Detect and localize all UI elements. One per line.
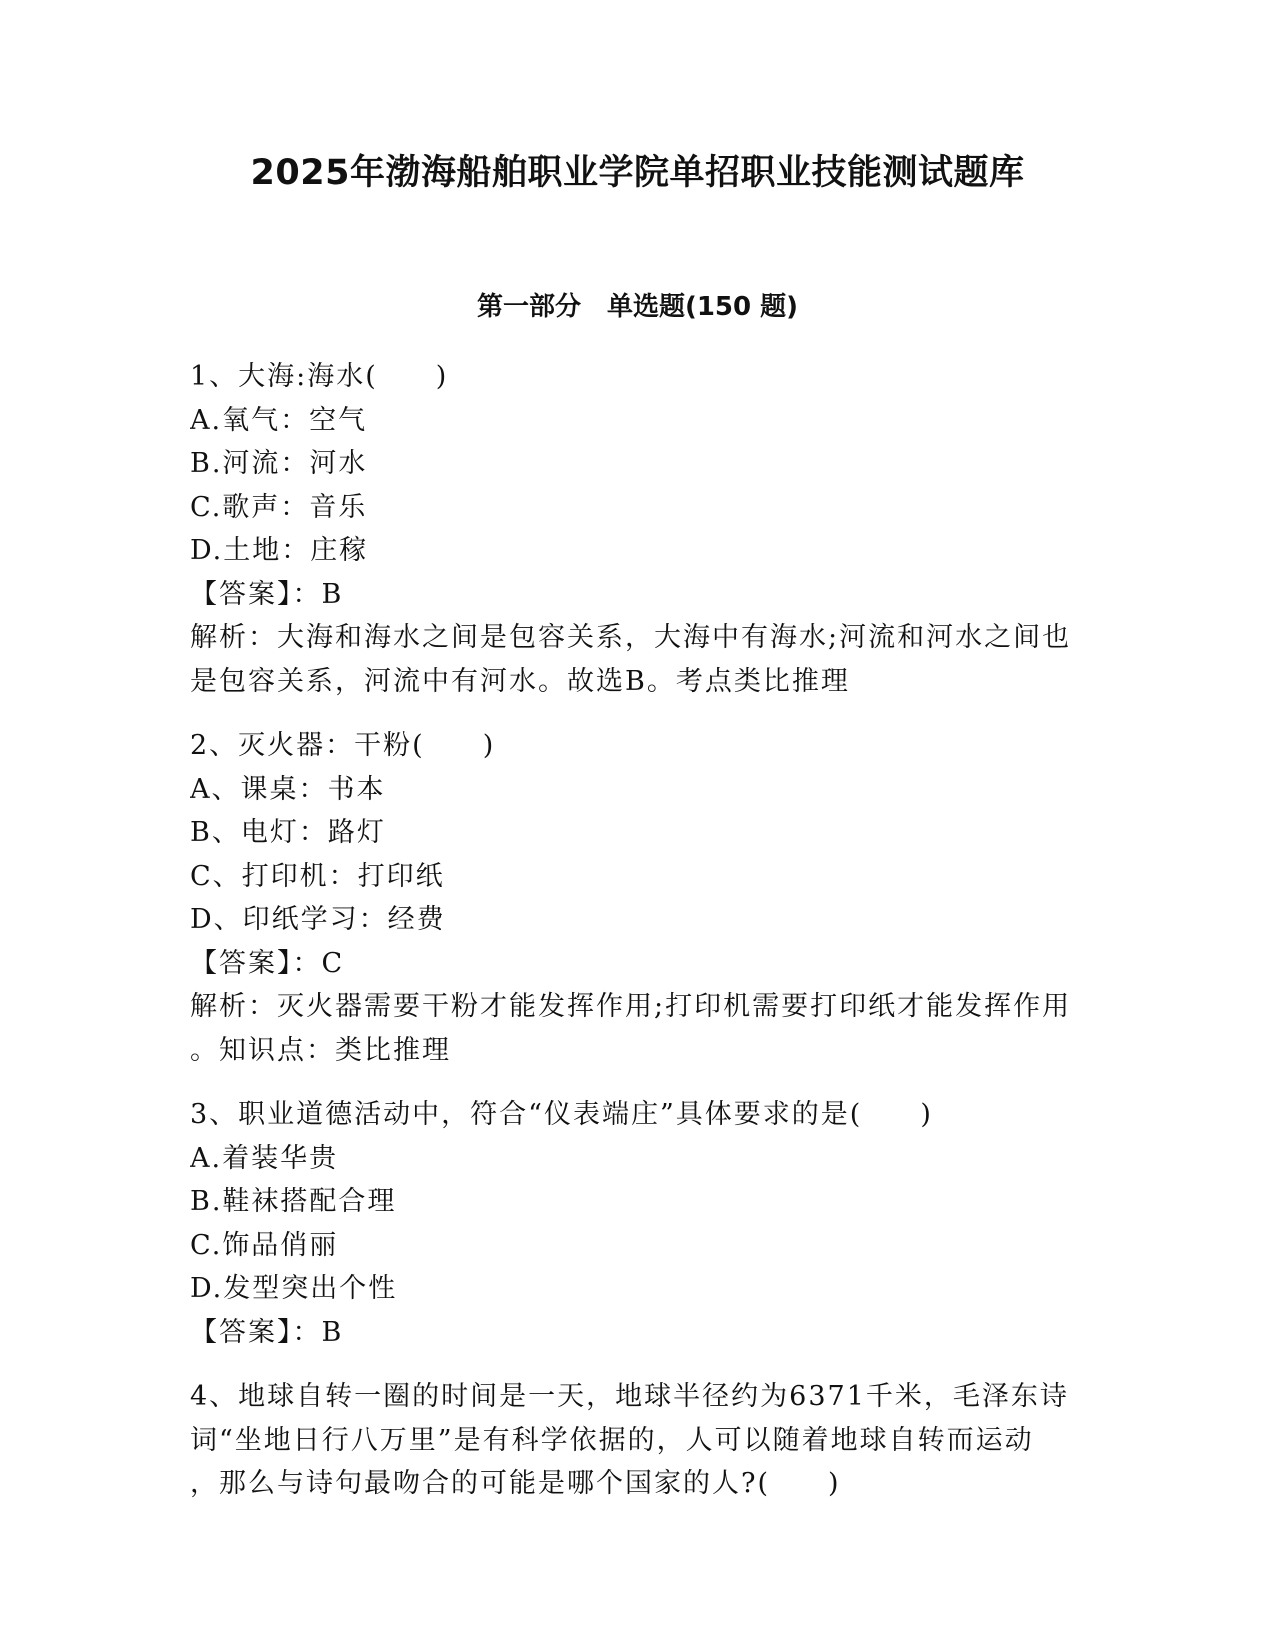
option-a: A、课桌：书本 bbox=[190, 773, 386, 805]
analysis-line: 解析：大海和海水之间是包容关系，大海中有海水;河流和河水之间也 bbox=[190, 622, 1072, 653]
analysis-line: 是包容关系，河流中有河水。故选B。考点类比推理 bbox=[190, 665, 850, 697]
question-1 bbox=[190, 355, 1090, 703]
question-stem: 3、职业道德活动中，符合“仪表端庄”具体要求的是( ) bbox=[190, 1099, 933, 1130]
option-d: D.土地：庄稼 bbox=[190, 535, 369, 566]
option-b: B.河流：河水 bbox=[190, 448, 368, 479]
question-stem: 2、灭火器：干粉( ) bbox=[190, 730, 496, 761]
question-stem: 1、大海:海水( ) bbox=[190, 361, 449, 392]
answer: 【答案】：C bbox=[190, 947, 345, 979]
option-a: A.氧气：空气 bbox=[190, 404, 368, 436]
section-heading: 第一部分 单选题(150 题) bbox=[476, 292, 799, 322]
option-b: B、电灯：路灯 bbox=[190, 817, 386, 848]
option-c: C、打印机：打印纸 bbox=[190, 860, 445, 892]
answer: 【答案】：B bbox=[190, 578, 344, 610]
question-list bbox=[190, 355, 1090, 1527]
option-d: D.发型突出个性 bbox=[190, 1273, 398, 1304]
option-c: C.歌声：音乐 bbox=[190, 491, 368, 523]
question-stem: 词“坐地日行八万里”是有科学依据的，人可以随着地球自转而运动 bbox=[190, 1424, 1034, 1456]
question-stem: 4、地球自转一圈的时间是一天，地球半径约为6371千米，毛泽东诗 bbox=[190, 1381, 1069, 1412]
question-4 bbox=[190, 1375, 1090, 1506]
option-d: D、印纸学习：经费 bbox=[190, 904, 446, 935]
option-b: B.鞋袜搭配合理 bbox=[190, 1186, 397, 1217]
option-a: A.着装华贵 bbox=[190, 1142, 339, 1174]
analysis-line: 解析：灭火器需要干粉才能发挥作用;打印机需要打印纸才能发挥作用 bbox=[190, 991, 1072, 1022]
option-c: C.饰品俏丽 bbox=[190, 1229, 339, 1261]
question-stem: ，那么与诗句最吻合的可能是哪个国家的人?( ) bbox=[190, 1468, 841, 1499]
question-2 bbox=[190, 724, 1090, 1072]
document-title: 2025年渤海船舶职业学院单招职业技能测试题库 bbox=[250, 153, 1025, 193]
analysis-line: 。知识点：类比推理 bbox=[190, 1034, 451, 1066]
question-3 bbox=[190, 1093, 1090, 1354]
answer: 【答案】：B bbox=[190, 1316, 344, 1348]
